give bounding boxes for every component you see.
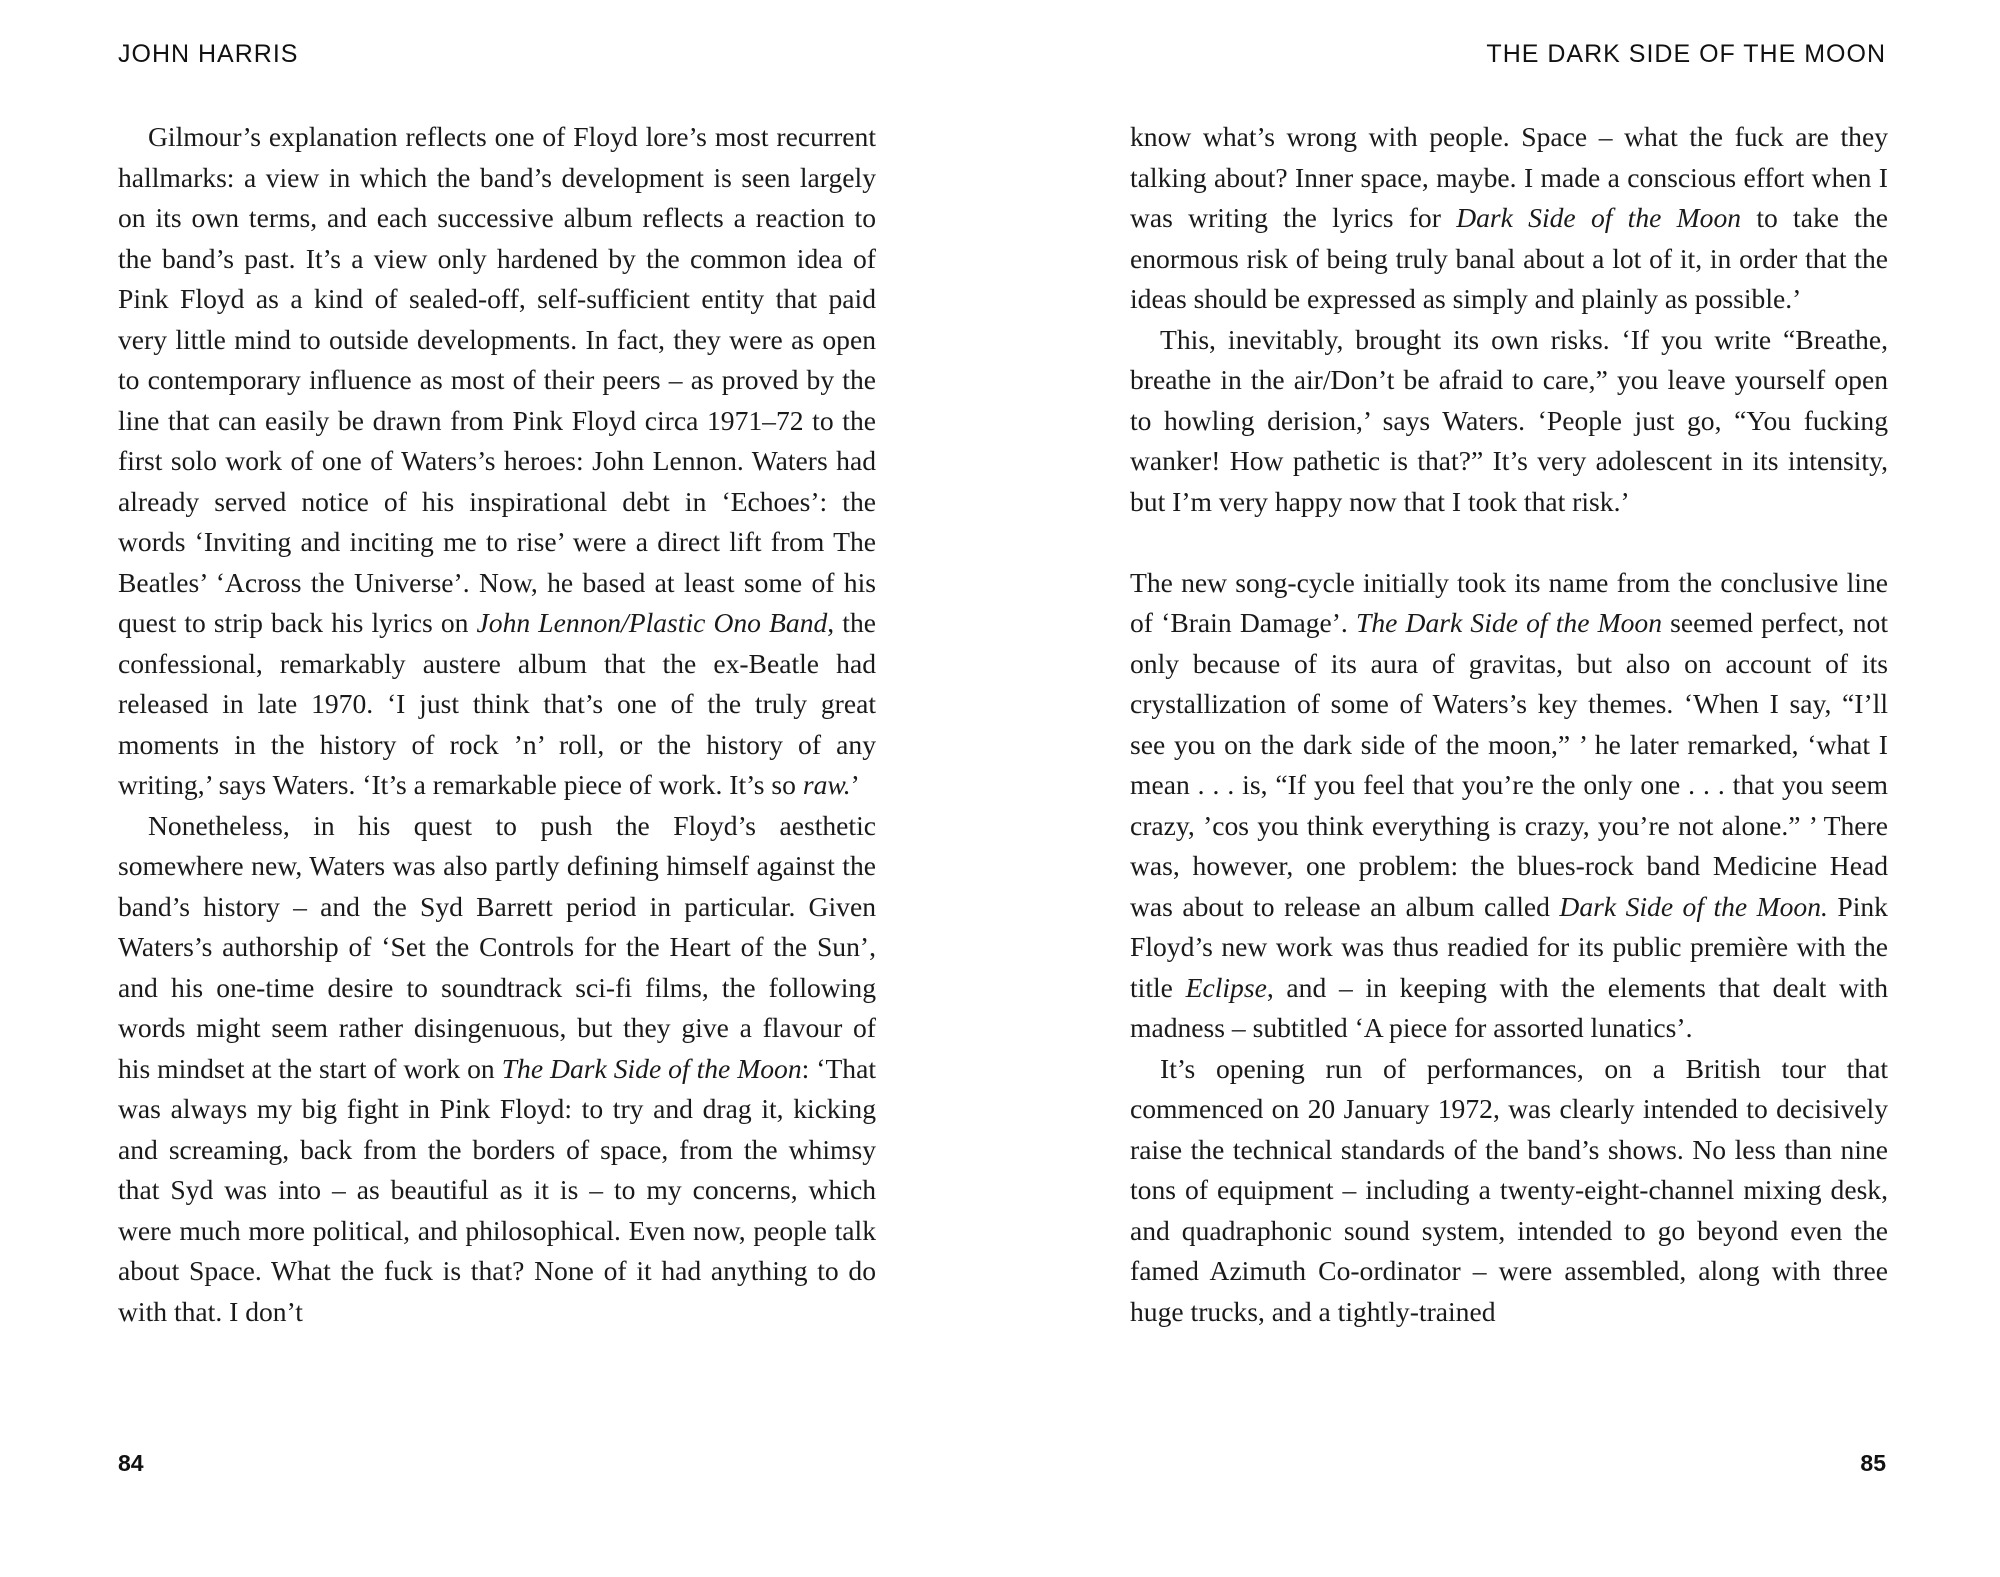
- text-run: to take the enormous risk of being truly banal about a lot of it, in order that the ideas should be expressed as simply and plainly as possible.’: [1130, 202, 1888, 314]
- text-run: know what’s wrong with people. Space – what the fuck are they talking about? Inner space, maybe. I made a conscious effort when I was writing the lyrics for: [1130, 121, 1888, 233]
- text-run: Nonetheless, in his quest to push the Floyd’s aesthetic somewhere new, Waters was also partly defining himself against the band’s history – and the Syd Barrett period in particular. Given Waters’s authorship of ‘Set the Controls for the Heart of the Sun’, and his one-time desire to soundtrack sci-fi films, the following words might seem rather disingenuous, but they give a flavour of his mindset at the start of work on: [118, 809, 876, 1084]
- italic-text-run: Dark Side of the Moon: [1456, 202, 1742, 233]
- text-run: It’s opening run of performances, on a British tour that commenced on 20 January 1972, was clearly intended to decisively raise the technical standards of the band’s shows. No less than nine tons of equipment – including a twenty-eight-channel mixing desk, and quadraphonic sound system, intended to go beyond even the famed Azimuth Co-ordinator – were assembled, along with three huge trucks, and a tightly-trained: [1130, 1052, 1888, 1327]
- paragraph: [118, 117, 876, 806]
- page-number: 84: [118, 1450, 144, 1476]
- paragraph: [118, 806, 876, 1333]
- text-run: , the confessional, remarkably austere album that the ex-Beatle had released in late 1970. ‘I just think that’s one of the truly great moments in the history of rock ’n’ roll, or the history of any writing,’ says Waters. ‘It’s a remarkable piece of work. It’s so: [118, 607, 876, 800]
- italic-text-run: raw.: [802, 769, 851, 800]
- right-page: [1000, 0, 2000, 1577]
- italic-text-run: The Dark Side of the Moon: [501, 1052, 802, 1084]
- italic-text-run: The Dark Side of the Moon: [1356, 607, 1662, 638]
- paragraph: [1130, 1049, 1888, 1333]
- text-run: Gilmour’s explanation reflects one of Floyd lore’s most recurrent hallmarks: a view in which the band’s development is seen largely on its own terms, and each successive album reflects a reaction to the band’s past. It’s a view only hardened by the common idea of Pink Floyd as a kind of sealed-off, self-sufficient entity that paid very little mind to outside developments. In fact, they were as open to contemporary influence as most of their peers – as proved by the line that can easily be drawn from Pink Floyd circa 1971–72 to the first solo work of one of Waters’s heroes: John Lennon. Waters had already served notice of his inspirational debt in ‘Echoes’: the words ‘Inviting and inciting me to rise’ were a direct lift from The Beatles’ ‘Across the Universe’. Now, he based at least some of his quest to strip back his lyrics on: [118, 121, 876, 638]
- text-run: This, inevitably, brought its own risks. ‘If you write “Breathe, breathe in the air/Don’t be afraid to care,” you leave yourself open to howling derision,’ says Waters. ‘People just go, “You fucking wanker! How pathetic is that?” It’s very adolescent in its intensity, but I’m very happy now that I took that risk.’: [1130, 323, 1888, 517]
- page-number: 85: [1860, 1450, 1886, 1476]
- paragraph: [1130, 117, 1888, 320]
- italic-text-run: Dark Side of the Moon.: [1559, 890, 1828, 922]
- text-run: The new song-cycle initially took its name from the conclusive line of ‘Brain Damage’.: [1130, 566, 1888, 638]
- italic-text-run: Eclipse: [1185, 971, 1267, 1003]
- right-text-block: [1130, 117, 1888, 1332]
- text-run: Pink Floyd’s new work was thus readied for its public première with the title: [1130, 890, 1888, 1003]
- left-text-block: [118, 117, 876, 1332]
- running-head-title: THE DARK SIDE OF THE MOON: [1486, 40, 1886, 68]
- text-run: , and – in keeping with the elements that dealt with madness – subtitled ‘A piece for assorted lunatics’.: [1130, 971, 1889, 1043]
- text-run: : ‘That was always my big fight in Pink Floyd: to try and drag it, kicking and screaming, back from the borders of space, from the whimsy that Syd was into – as beautiful as it is – to my concerns, which were much more political, and philosophical. Even now, people talk about Space. What the fuck is that? None of it had anything to do with that. I don’t: [118, 1052, 877, 1327]
- running-head-author: JOHN HARRIS: [118, 40, 299, 68]
- italic-text-run: John Lennon/Plastic Ono Band: [476, 607, 828, 638]
- paragraph: [1130, 320, 1888, 523]
- text-run: ’: [850, 769, 860, 800]
- text-run: seemed perfect, not only because of its aura of gravitas, but also on account of its crystallization of some of Waters’s key themes. ‘When I say, “I’ll see you on the dark side of the moon,” ’ he later remarked, ‘what I mean . . . is, “If you feel that you’re the only one . . . that you seem crazy, ’cos you think everything is crazy, you’re not alone.” ’ There was, however, one problem: the blues-rock band Medicine Head was about to release an album called: [1130, 607, 1888, 922]
- paragraph: [1130, 563, 1888, 1049]
